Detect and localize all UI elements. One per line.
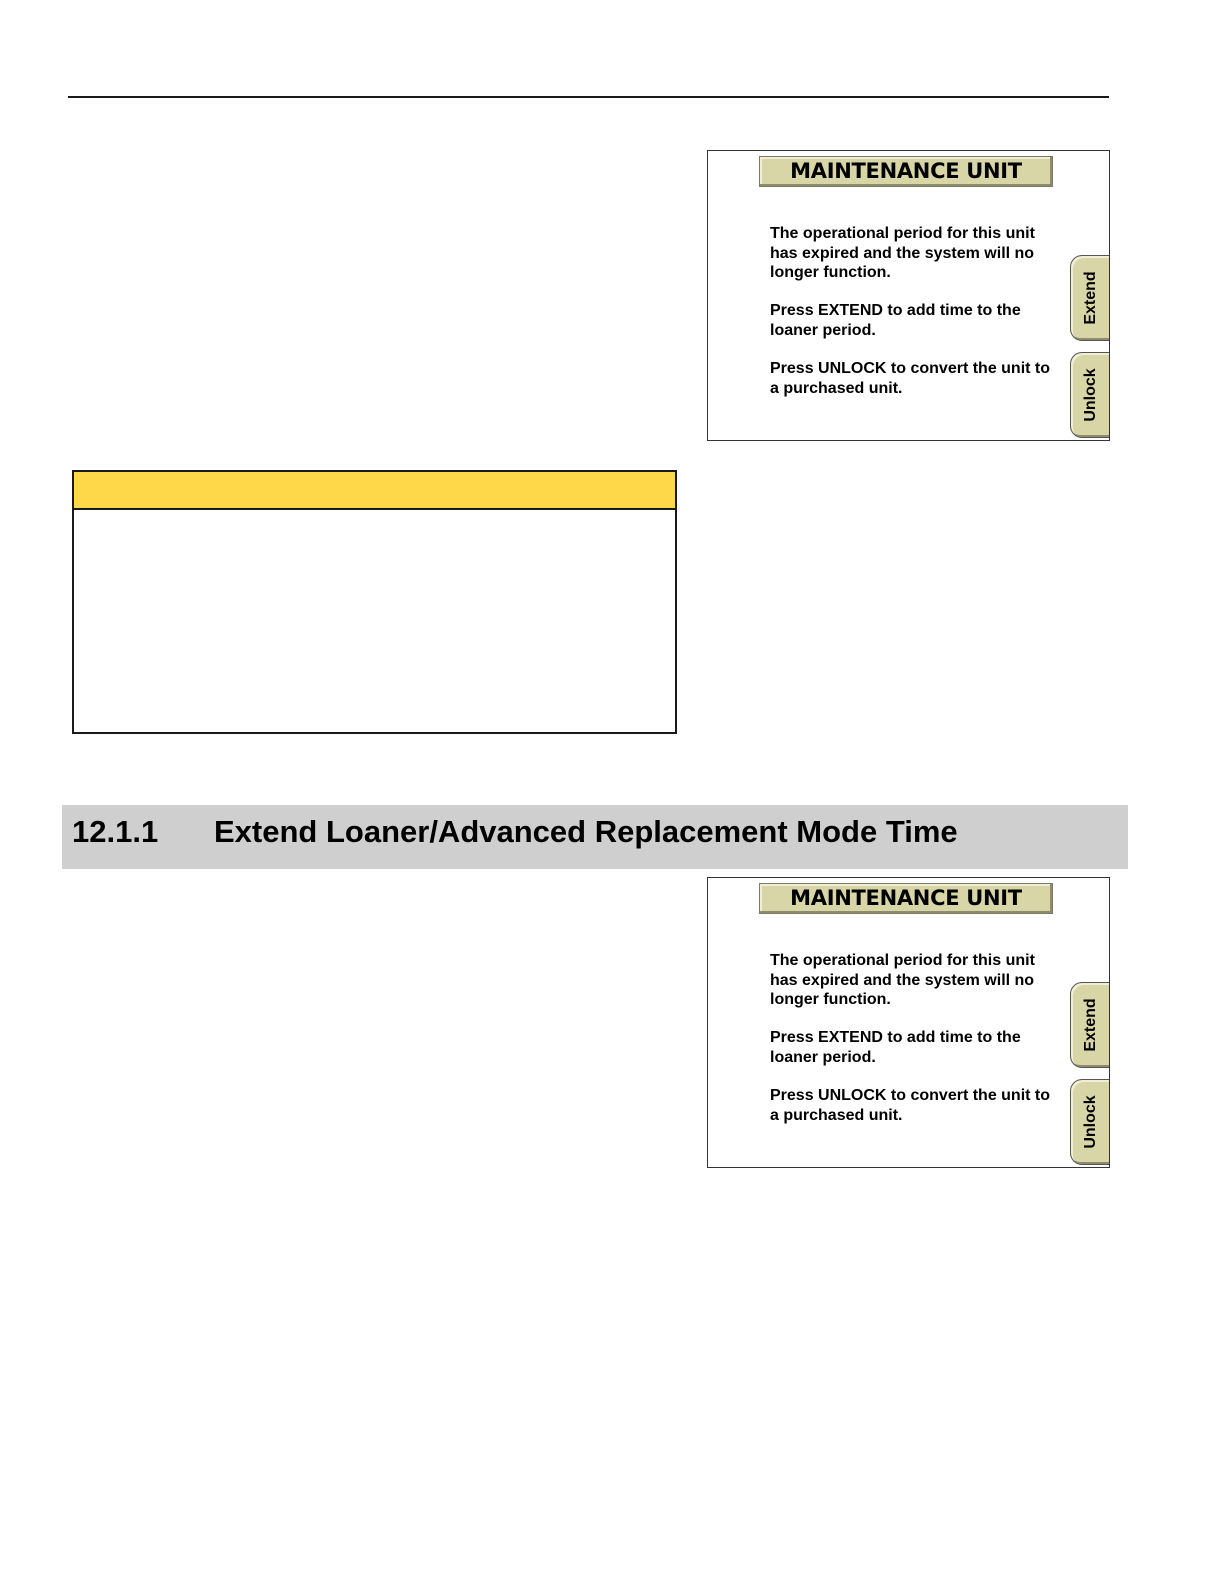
unlock-button[interactable] (1070, 1079, 1110, 1165)
header-rule (68, 96, 1109, 98)
unlock-button-label: Unlock (1082, 1095, 1099, 1149)
extend-button-label: Extend (1082, 271, 1099, 325)
expired-message: The operational period for this unit has expired and the system will no longer function. (770, 225, 1035, 281)
extend-instruction: Press EXTEND to add time to the loaner period. (770, 302, 1021, 339)
maintenance-unit-screen-2 (707, 877, 1110, 1168)
extend-instruction: Press EXTEND to add time to the loaner period. (770, 1029, 1021, 1066)
caution-box (72, 470, 677, 734)
screen-title: MAINTENANCE UNIT (759, 883, 1053, 914)
maintenance-unit-screen-1 (707, 150, 1110, 441)
section-title: Extend Loaner/Advanced Replacement Mode Time (214, 814, 958, 849)
section-number: 12.1.1 (72, 814, 159, 849)
extend-button[interactable] (1070, 982, 1110, 1068)
unlock-button-label: Unlock (1082, 368, 1099, 422)
extend-button[interactable] (1070, 255, 1110, 341)
unlock-button[interactable] (1070, 352, 1110, 438)
unlock-instruction: Press UNLOCK to convert the unit to a purchased unit. (770, 360, 1051, 397)
screen-title: MAINTENANCE UNIT (759, 156, 1053, 187)
expired-message: The operational period for this unit has expired and the system will no longer function. (770, 952, 1035, 1008)
section-heading (62, 805, 1128, 869)
unlock-instruction: Press UNLOCK to convert the unit to a purchased unit. (770, 1087, 1051, 1124)
extend-button-label: Extend (1082, 998, 1099, 1052)
caution-header (74, 472, 675, 510)
